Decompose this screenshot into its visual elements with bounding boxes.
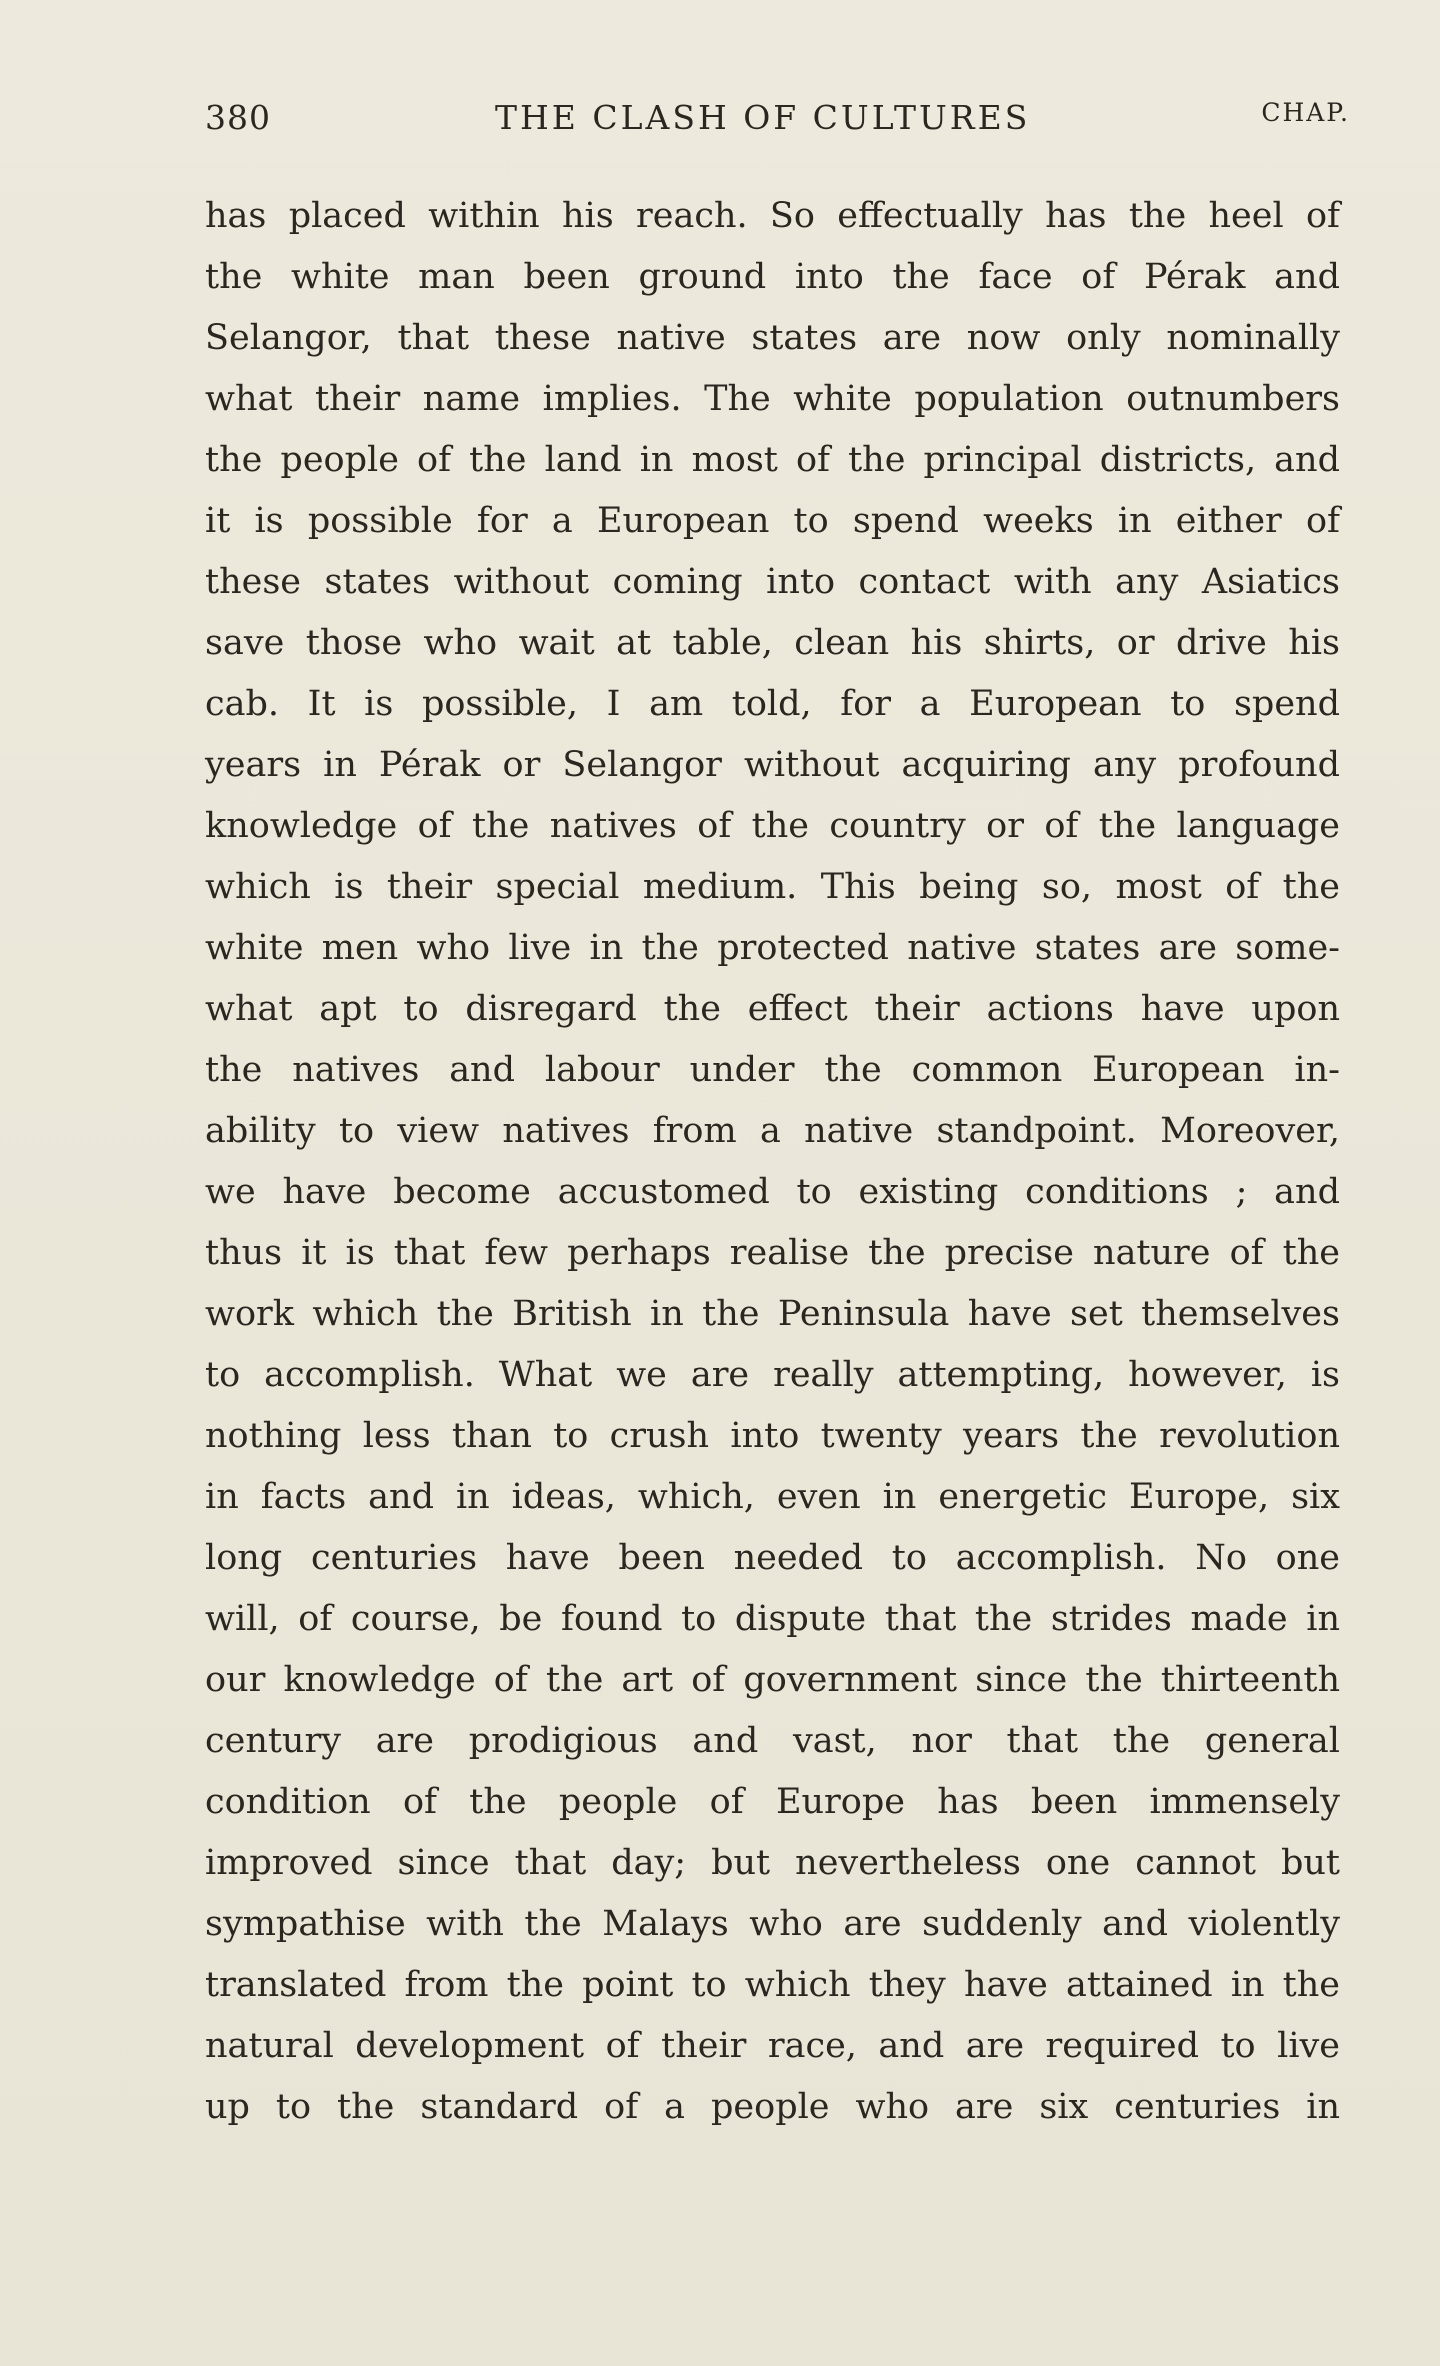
text-line: white men who live in the protected native states are some-: [205, 928, 1340, 968]
text-line: our knowledge of the art of government since the thirteenth: [205, 1660, 1340, 1700]
running-title: THE CLASH OF CULTURES: [495, 98, 1031, 137]
text-line: has placed within his reach. So effectually has the heel of: [205, 196, 1340, 236]
text-line: we have become accustomed to existing conditions ; and: [205, 1172, 1340, 1212]
text-line: in facts and in ideas, which, even in energetic Europe, six: [205, 1477, 1340, 1517]
text-line: cab. It is possible, I am told, for a European to spend: [205, 684, 1340, 724]
text-line: improved since that day; but nevertheless one cannot but: [205, 1843, 1340, 1883]
text-line: to accomplish. What we are really attempting, however, is: [205, 1355, 1340, 1395]
running-head: [205, 98, 1350, 148]
text-line: condition of the people of Europe has been immensely: [205, 1782, 1340, 1822]
text-line: these states without coming into contact with any Asiatics: [205, 562, 1340, 602]
text-line: it is possible for a European to spend weeks in either of: [205, 501, 1340, 541]
text-line: ability to view natives from a native standpoint. Moreover,: [205, 1111, 1340, 1151]
text-line: knowledge of the natives of the country or of the language: [205, 806, 1340, 846]
text-line: what apt to disregard the effect their actions have upon: [205, 989, 1340, 1029]
text-line: the people of the land in most of the principal districts, and: [205, 440, 1340, 480]
text-line: the white man been ground into the face of Pérak and: [205, 257, 1340, 297]
text-line: century are prodigious and vast, nor that the general: [205, 1721, 1340, 1761]
text-line: long centuries have been needed to accomplish. No one: [205, 1538, 1340, 1578]
text-line: Selangor, that these native states are now only nominally: [205, 318, 1340, 358]
text-line: natural development of their race, and are required to live: [205, 2026, 1340, 2066]
text-line: thus it is that few perhaps realise the precise nature of the: [205, 1233, 1340, 1273]
text-line: work which the British in the Peninsula have set themselves: [205, 1294, 1340, 1334]
page-number: 380: [205, 98, 271, 137]
text-line: translated from the point to which they have attained in the: [205, 1965, 1340, 2005]
text-line: will, of course, be found to dispute that the strides made in: [205, 1599, 1340, 1639]
body-text: [205, 186, 1340, 2138]
text-line: nothing less than to crush into twenty years the revolution: [205, 1416, 1340, 1456]
text-line: save those who wait at table, clean his shirts, or drive his: [205, 623, 1340, 663]
text-line: up to the standard of a people who are six centuries in: [205, 2087, 1340, 2127]
text-line: the natives and labour under the common European in-: [205, 1050, 1340, 1090]
text-line: what their name implies. The white population outnumbers: [205, 379, 1340, 419]
text-line: which is their special medium. This being so, most of the: [205, 867, 1340, 907]
text-line: years in Pérak or Selangor without acquiring any profound: [205, 745, 1340, 785]
chapter-label: CHAP.: [1261, 98, 1350, 127]
text-line: sympathise with the Malays who are suddenly and violently: [205, 1904, 1340, 1944]
